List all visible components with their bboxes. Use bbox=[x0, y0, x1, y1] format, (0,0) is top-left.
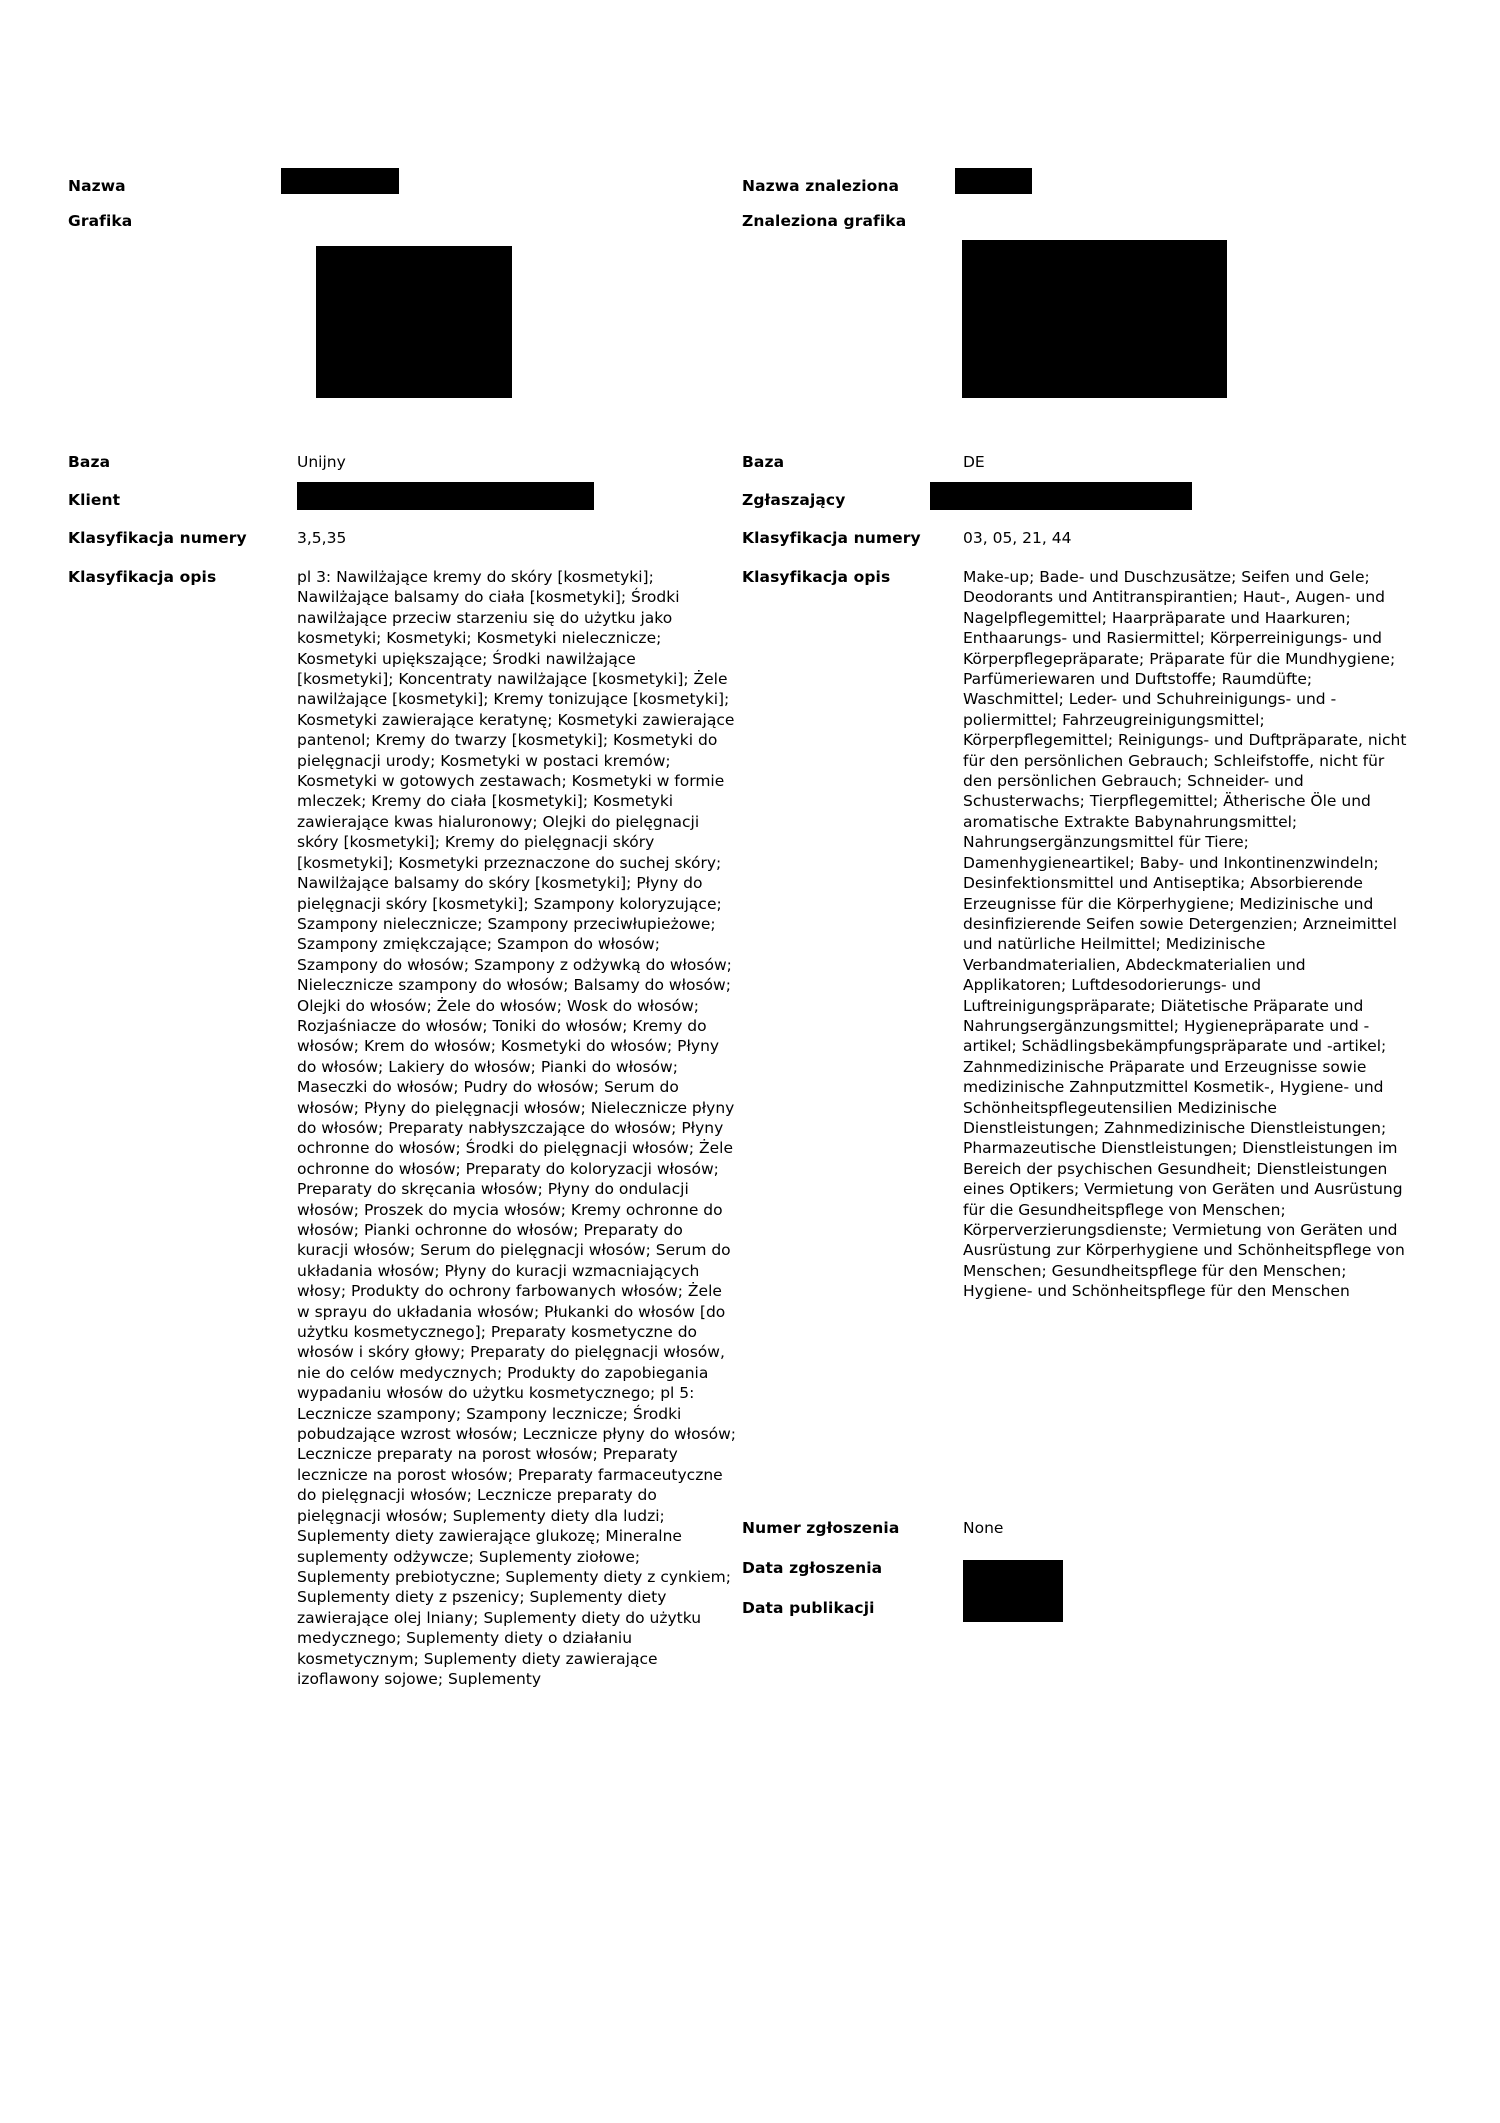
redacted-grafika-image bbox=[316, 246, 512, 398]
redacted-znaleziona-grafika-image bbox=[962, 240, 1227, 398]
field-label-zglaszajacy: Zgłaszający bbox=[742, 491, 846, 509]
field-value-klasyfikacja-opis-left: pl 3: Nawilżające kremy do skóry [kosmetyki]; Nawilżające balsamy do ciała [kosmetyki]; Środki nawilżające przeciw starzeniu się do użytku jako kosmetyki; Kosmetyki; Kosmetyki nielecznicze; Kosmetyki upiększające; Środki nawilżające [kosmetyki]; Koncentraty nawilżające [kosmetyki]; Żele nawilżające [kosmetyki]; Kremy tonizujące [kosmetyki]; Kosmetyki zawierające keratynę; Kosmetyki zawierające pantenol; Kremy do twarzy [kosmetyki]; Kosmetyki do pielęgnacji urody; Kosmetyki w postaci kremów; Kosmetyki w gotowych zestawach; Kosmetyki w formie mleczek; Kremy do ciała [kosmetyki]; Kosmetyki zawierające kwas hialuronowy; Olejki do pielęgnacji skóry [kosmetyki]; Kremy do pielęgnacji skóry [kosmetyki]; Kosmetyki przeznaczone do suchej skóry; Nawilżające balsamy do skóry [kosmetyki]; Płyny do pielęgnacji skóry [kosmetyki]; Szampony koloryzujące; Szampony nielecznicze; Szampony przeciwłupieżowe; Szampony zmiękczające; Szampon do włosów; Szampony do włosów; Szampony z odżywką do włosów; Nielecznicze szampony do włosów; Balsamy do włosów; Olejki do włosów; Żele do włosów; Wosk do włosów; Rozjaśniacze do włosów; Toniki do włosów; Kremy do włosów; Krem do włosów; Kosmetyki do włosów; Płyny do włosów; Lakiery do włosów; Pianki do włosów; Maseczki do włosów; Pudry do włosów; Serum do włosów; Płyny do pielęgnacji włosów; Nielecznicze płyny do włosów; Preparaty nabłyszczające do włosów; Płyny ochronne do włosów; Środki do pielęgnacji włosów; Żele ochronne do włosów; Preparaty do koloryzacji włosów; Preparaty do skręcania włosów; Płyny do ondulacji włosów; Proszek do mycia włosów; Kremy ochronne do włosów; Pianki ochronne do włosów; Preparaty do kuracji włosów; Serum do pielęgnacji włosów; Serum do układania włosów; Płyny do kuracji wzmacniających włosy; Produkty do ochrony farbowanych włosów; Żele w sprayu do układania włosów; Płukanki do włosów [do użytku kosmetycznego]; Preparaty kosmetyczne do włosów i skóry głowy; Preparaty do pielęgnacji włosów, nie do celów medycznych; Produkty do zapobiegania wypadaniu włosów do użytku kosmetycznego; pl 5: Lecznicze szampony; Szampony lecznicze; Środki pobudzające wzrost włosów; Lecznicze płyny do włosów; Lecznicze preparaty na porost włosów; Preparaty lecznicze na porost włosów; Preparaty farmaceutyczne do pielęgnacji włosów; Lecznicze preparaty do pielęgnacji włosów; Suplementy diety dla ludzi; Suplementy diety zawierające glukozę; Mineralne suplementy odżywcze; Suplementy ziołowe; Suplementy prebiotyczne; Suplementy diety z cynkiem; Suplementy diety z pszenicy; Suplementy diety zawierające olej lniany; Suplementy diety do użytku medycznego; Suplementy diety o działaniu kosmetycznym; Suplementy diety zawierające izoflawony sojowe; Suplementy bbox=[297, 568, 737, 1688]
field-label-znaleziona-grafika: Znaleziona grafika bbox=[742, 212, 907, 230]
field-label-nazwa-znaleziona: Nazwa znaleziona bbox=[742, 177, 900, 195]
field-value-baza-left: Unijny bbox=[297, 453, 346, 471]
field-label-data-zgloszenia: Data zgłoszenia bbox=[742, 1559, 883, 1577]
field-value-baza-right: DE bbox=[963, 453, 985, 471]
field-label-baza-left: Baza bbox=[68, 453, 111, 471]
field-label-klasyfikacja-opis-left: Klasyfikacja opis bbox=[68, 568, 217, 586]
redacted-nazwa-value bbox=[281, 168, 399, 194]
field-label-baza-right: Baza bbox=[742, 453, 785, 471]
field-label-klient: Klient bbox=[68, 491, 121, 509]
redacted-nazwa-znaleziona-value bbox=[955, 168, 1032, 194]
field-label-klasyfikacja-numery-right: Klasyfikacja numery bbox=[742, 529, 921, 547]
field-value-klasyfikacja-numery-left: 3,5,35 bbox=[297, 529, 347, 547]
field-value-klasyfikacja-numery-right: 03, 05, 21, 44 bbox=[963, 529, 1072, 547]
field-label-nazwa: Nazwa bbox=[68, 177, 126, 195]
field-label-data-publikacji: Data publikacji bbox=[742, 1599, 875, 1617]
redacted-data-publikacji-value bbox=[963, 1560, 1063, 1622]
field-label-klasyfikacja-numery-left: Klasyfikacja numery bbox=[68, 529, 247, 547]
field-value-numer-zgloszenia: None bbox=[963, 1519, 1004, 1537]
field-label-klasyfikacja-opis-right: Klasyfikacja opis bbox=[742, 568, 891, 586]
field-label-numer-zgloszenia: Numer zgłoszenia bbox=[742, 1519, 900, 1537]
redacted-klient-value bbox=[297, 482, 594, 510]
field-value-klasyfikacja-opis-right: Make-up; Bade- und Duschzusätze; Seifen und Gele; Deodorants und Antitranspirantien; Haut-, Augen- und Nagelpflegemittel; Haarpräparate und Haarkuren; Enthaarungs- und Rasiermittel; Körperreinigungs- und Körperpflegepräparate; Präparate für die Mundhygiene; Parfümeriewaren und Duftstoffe; Raumdüfte; Waschmittel; Leder- und Schuhreinigungs- und -poliermittel; Fahrzeugreinigungsmittel; Körperpflegemittel; Reinigungs- und Duftpräparate, nicht für den persönlichen Gebrauch; Schleifstoffe, nicht für den persönlichen Gebrauch; Schneider- und Schusterwachs; Tierpflegemittel; Ätherische Öle und aromatische Extrakte Babynahrungsmittel; Nahrungsergänzungsmittel für Tiere; Damenhygieneartikel; Baby- und Inkontinenzwindeln; Desinfektionsmittel und Antiseptika; Absorbierende Erzeugnisse für die Körperhygiene; Medizinische und desinfizierende Seifen sowie Detergenzien; Arzneimittel und natürliche Heilmittel; Medizinische Verbandmaterialien, Abdeckmaterialien und Applikatoren; Luftdesodorierungs- und Luftreinigungspräparate; Diätetische Präparate und Nahrungsergänzungsmittel; Hygienepräparate und -artikel; Schädlingsbekämpfungspräparate und -artikel; Zahnmedizinische Präparate und Erzeugnisse sowie medizinische Zahnputzmittel Kosmetik-, Hygiene- und Schönheitspflegeutensilien Medizinische Dienstleistungen; Zahnmedizinische Dienstleistungen; Pharmazeutische Dienstleistungen; Dienstleistungen im Bereich der psychischen Gesundheit; Dienstleistungen eines Optikers; Vermietung von Geräten und Ausrüstung für die Gesundheitspflege von Menschen; Körperverzierungsdienste; Vermietung von Geräten und Ausrüstung zur Körperhygiene und Schönheitspflege von Menschen; Gesundheitspflege für den Menschen; Hygiene- und Schönheitspflege für den Menschen bbox=[963, 568, 1407, 1301]
redacted-zglaszajacy-value bbox=[930, 482, 1192, 510]
field-label-grafika: Grafika bbox=[68, 212, 133, 230]
